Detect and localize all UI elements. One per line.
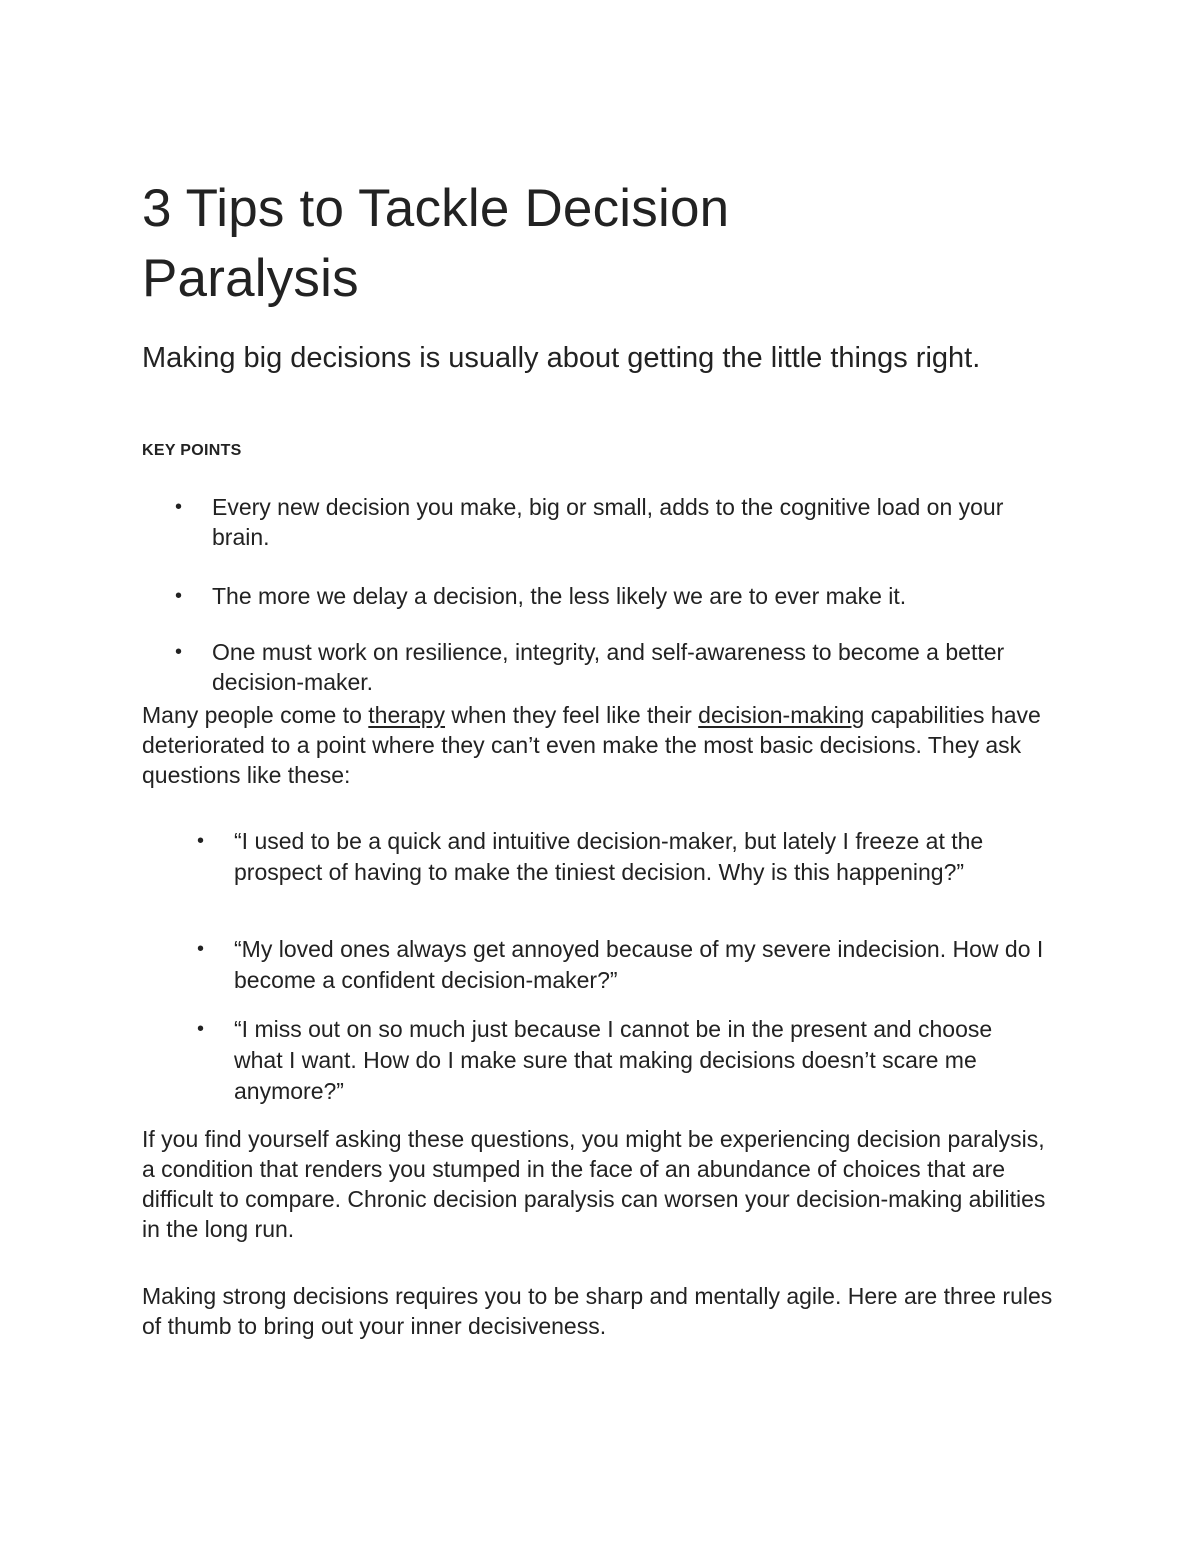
key-point-item [175, 637, 1062, 697]
key-point-text: Every new decision you make, big or small, adds to the cognitive load on your brain. [212, 494, 1004, 550]
key-point-text: One must work on resilience, integrity, and self-awareness to become a better decision-maker. [212, 639, 1005, 695]
question-text: “I used to be a quick and intuitive decision-maker, but lately I freeze at the prospect of having to make the tiniest decision. Why is this happening?” [234, 828, 984, 885]
bullet-icon: • [175, 585, 183, 607]
decision-making-link[interactable]: decision-making [698, 702, 865, 728]
key-point-text: The more we delay a decision, the less likely we are to ever make it. [212, 583, 907, 609]
page-title [142, 174, 1062, 314]
title-line-2: Paralysis [142, 249, 359, 308]
question-item [197, 1014, 1044, 1107]
bullet-icon: • [197, 938, 205, 960]
paragraph-rules-of-thumb: Making strong decisions requires you to be sharp and mentally agile. Here are three rules of thumb to bring out your inner decisiveness. [142, 1283, 1053, 1339]
bullet-icon: • [175, 641, 183, 663]
intro-paragraph [142, 700, 1057, 790]
key-points-label: KEY POINTS [142, 442, 242, 459]
intro-text: capabilities have deteriorated to a point where they can’t even make the most basic decisions. They ask questions like these: [142, 702, 1041, 788]
paragraph-decision-paralysis: If you find yourself asking these questions, you might be experiencing decision paralysis, a condition that renders you stumped in the face of an abundance of choices that are difficult to compare. Chronic decision paralysis can worsen your decision-making abilities in the long run. [142, 1126, 1046, 1242]
question-item [197, 826, 1044, 888]
intro-text: when they feel like their [445, 702, 699, 728]
question-text: “I miss out on so much just because I cannot be in the present and choose what I want. How do I make sure that making decisions doesn’t scare me anymore?” [234, 1016, 993, 1104]
bullet-icon: • [175, 496, 183, 518]
question-text: “My loved ones always get annoyed because of my severe indecision. How do I become a confident decision-maker?” [234, 936, 1044, 993]
therapy-link[interactable]: therapy [368, 702, 446, 728]
bullet-icon: • [197, 830, 205, 852]
question-item [197, 934, 1044, 996]
intro-text: Many people come to [142, 702, 369, 728]
key-point-item [175, 492, 1062, 552]
title-line-1: 3 Tips to Tackle Decision [142, 179, 730, 238]
bullet-icon: • [197, 1018, 205, 1040]
key-point-item [175, 581, 1062, 611]
subtitle: Making big decisions is usually about getting the little things right. [142, 342, 981, 374]
